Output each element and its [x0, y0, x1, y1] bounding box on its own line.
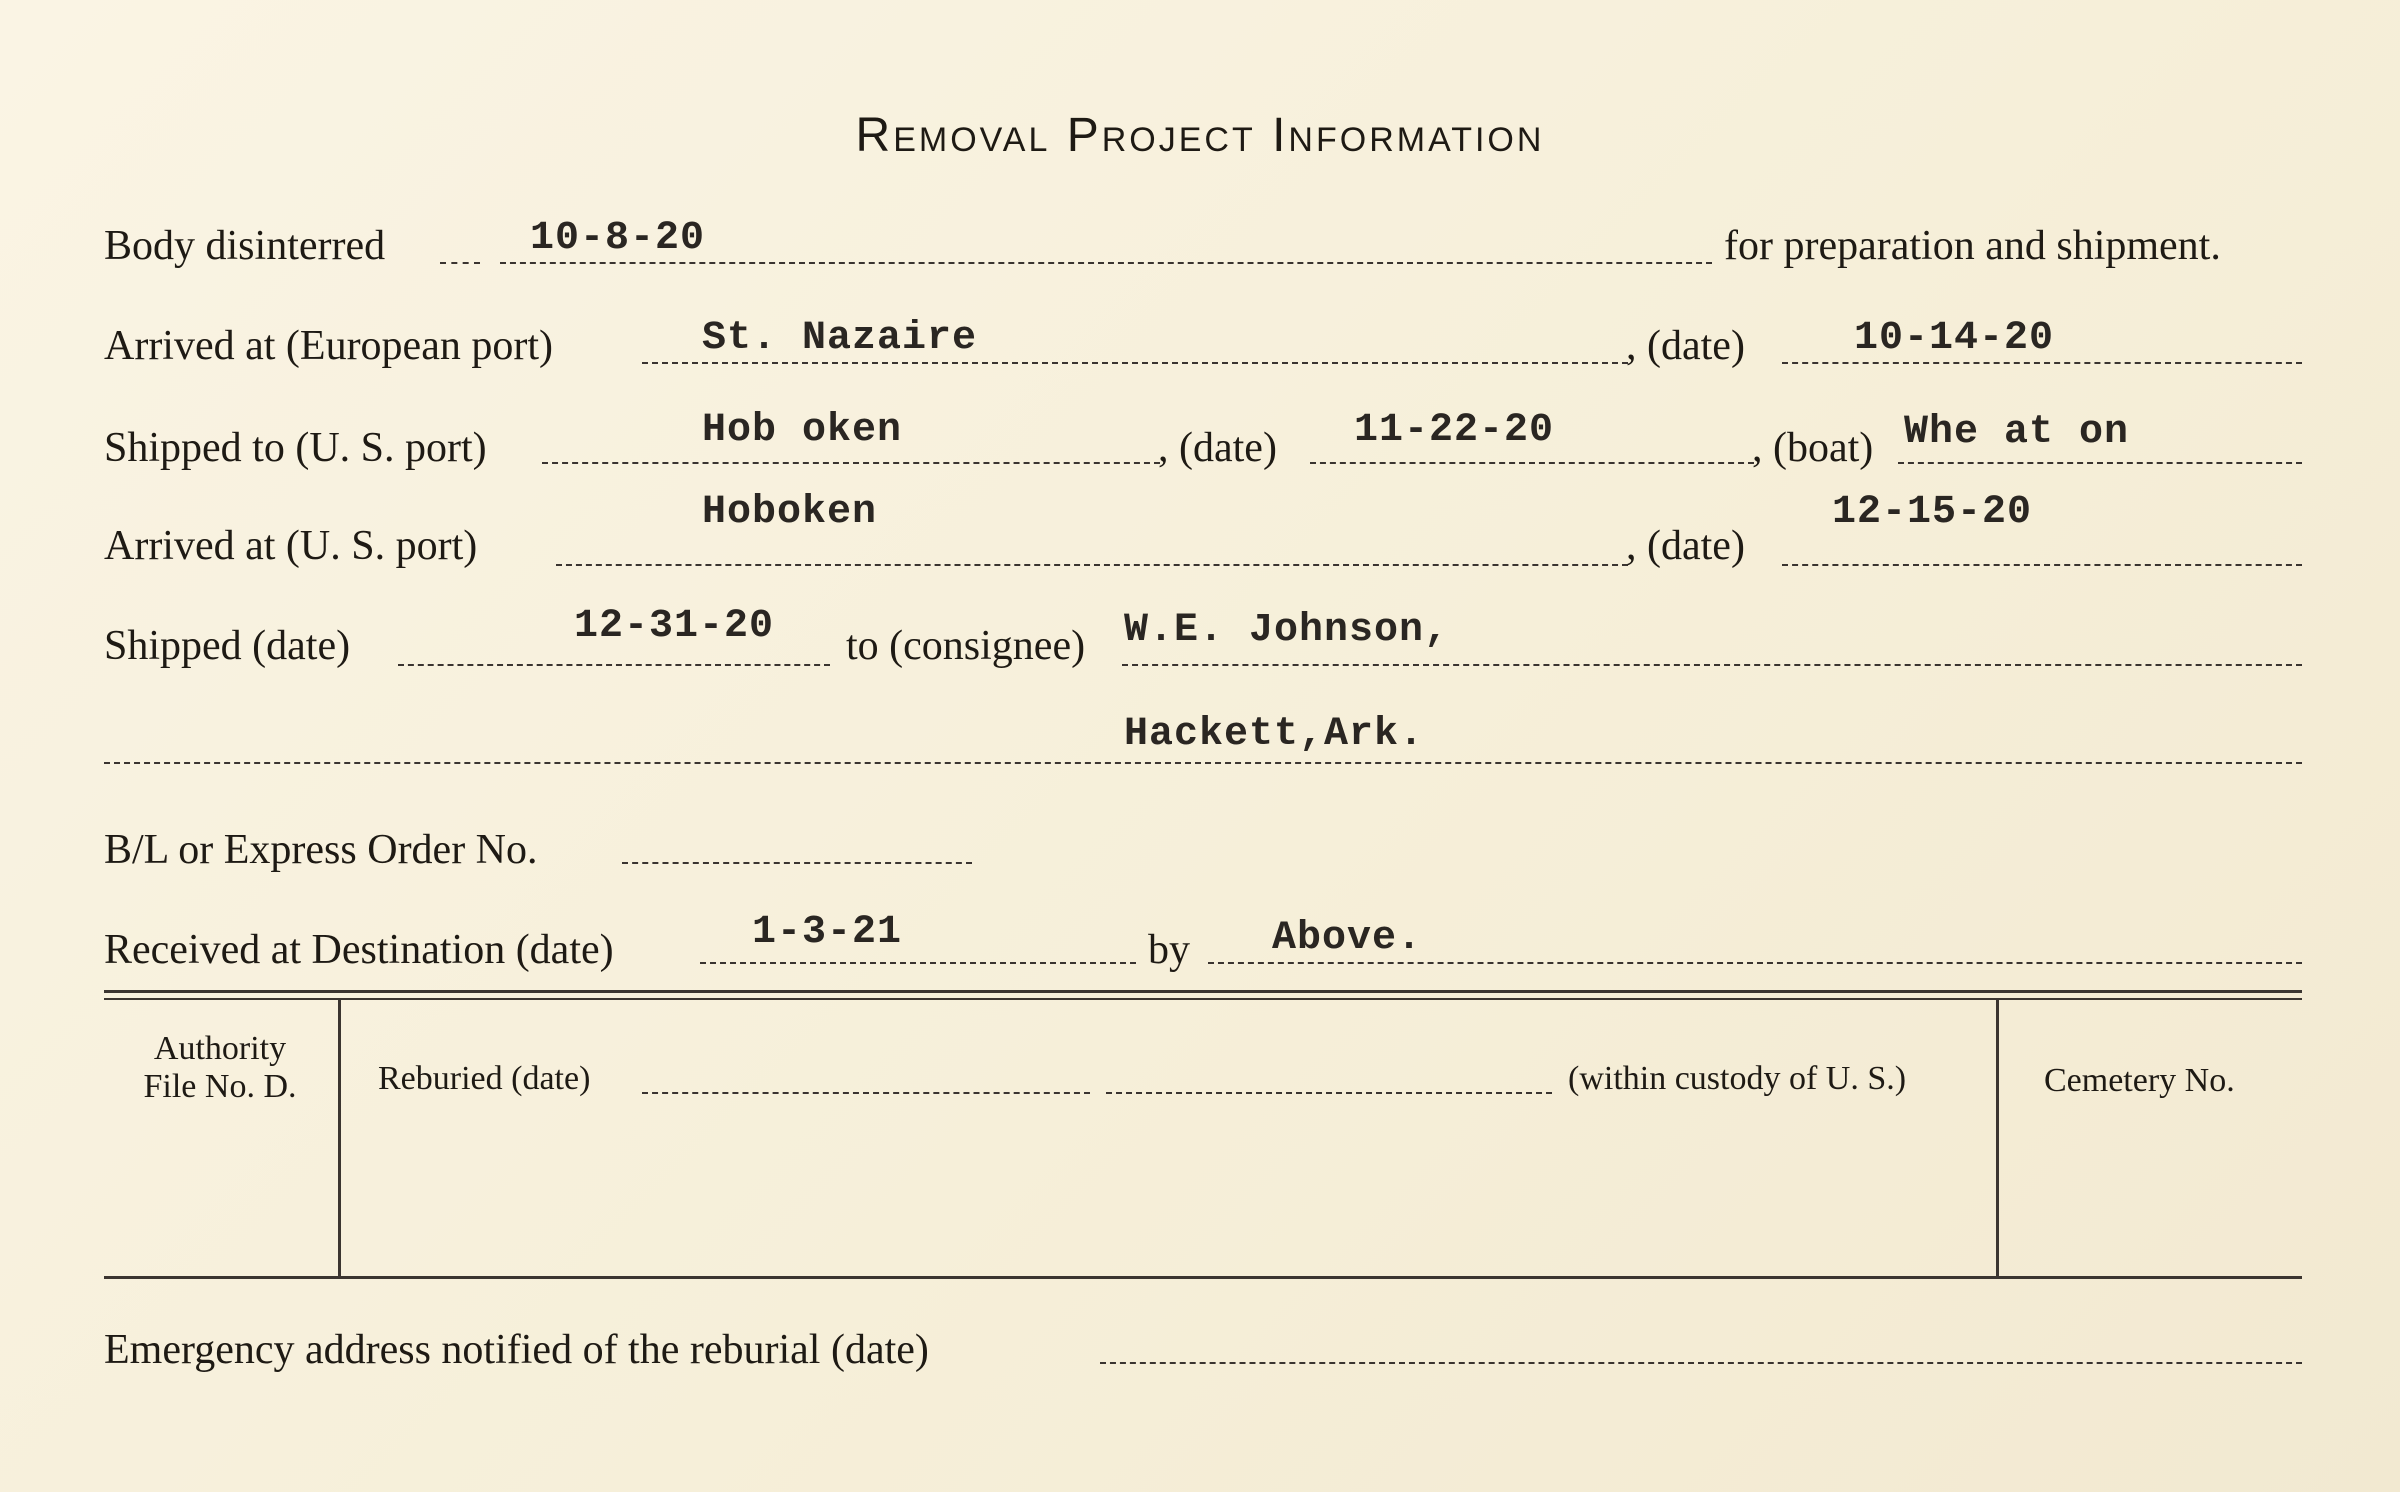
shipped-us-boat-label: , (boat)	[1752, 425, 1874, 471]
arrived-us-label: Arrived at (U. S. port)	[104, 523, 478, 569]
body-disinterred-suffix: for preparation and shipment.	[1724, 223, 2221, 269]
consignee-address-line	[104, 762, 2302, 764]
shipped-date-value: 12-31-20	[574, 604, 775, 649]
shipped-date-line	[398, 664, 830, 666]
arrived-europe-port-value: St. Nazaire	[702, 316, 978, 361]
arrived-europe-date-value: 10-14-20	[1854, 316, 2055, 361]
cemetery-no-label: Cemetery No.	[2044, 1062, 2235, 1099]
authority-label: Authority	[153, 1030, 287, 1067]
arrived-us-date-line	[1782, 564, 2302, 566]
arrived-europe-date-label: , (date)	[1626, 323, 1745, 369]
shipped-us-date-line	[1310, 462, 1754, 464]
consignee-label: to (consignee)	[846, 623, 1086, 669]
authority-file-cell	[104, 1030, 336, 1106]
shipped-us-port-value: Hob oken	[702, 408, 903, 453]
table-top-rule	[104, 990, 2302, 993]
shipped-us-port-line	[542, 462, 1160, 464]
body-disinterred-value: 10-8-20	[530, 216, 706, 261]
consignee-address-value: Hackett,Ark.	[1124, 712, 1425, 757]
arrived-europe-label: Arrived at (European port)	[104, 323, 553, 369]
reburied-label: Reburied (date)	[378, 1060, 591, 1097]
arrived-europe-port-line	[642, 362, 1628, 364]
consignee-value: W.E. Johnson,	[1124, 608, 1450, 653]
emergency-line	[1100, 1362, 2302, 1364]
shipped-us-date-label: , (date)	[1158, 425, 1277, 471]
shipped-date-label: Shipped (date)	[104, 623, 351, 669]
shipped-us-label: Shipped to (U. S. port)	[104, 425, 487, 471]
received-label: Received at Destination (date)	[104, 927, 614, 973]
reburied-line-a	[642, 1092, 1090, 1094]
custody-label: (within custody of U. S.)	[1568, 1060, 1907, 1097]
body-disinterred-line-a	[440, 262, 480, 264]
emergency-label: Emergency address notified of the reburial (date)	[104, 1327, 929, 1373]
table-divider-left	[338, 1000, 341, 1276]
table-top-rule-inner	[104, 998, 2302, 1000]
consignee-line	[1122, 664, 2302, 666]
file-no-label: File No. D.	[143, 1068, 297, 1105]
body-disinterred-label: Body disinterred	[104, 223, 386, 269]
arrived-us-date-label: , (date)	[1626, 523, 1745, 569]
received-by-value: Above.	[1272, 916, 1423, 961]
bl-order-line	[622, 862, 972, 864]
received-by-label: by	[1148, 927, 1190, 973]
bl-order-label: B/L or Express Order No.	[104, 827, 538, 873]
received-by-line	[1208, 962, 2302, 964]
table-divider-right	[1996, 1000, 1999, 1276]
body-disinterred-line	[500, 262, 1712, 264]
reburied-line-b	[1106, 1092, 1552, 1094]
arrived-us-port-line	[556, 564, 1628, 566]
arrived-europe-date-line	[1782, 362, 2302, 364]
page-title: Removal Project Information	[855, 109, 1545, 162]
table-bottom-rule	[104, 1276, 2302, 1279]
shipped-us-date-value: 11-22-20	[1354, 408, 1555, 453]
shipped-us-boat-line	[1898, 462, 2302, 464]
arrived-us-date-value: 12-15-20	[1832, 490, 2033, 535]
arrived-us-port-value: Hoboken	[702, 490, 878, 535]
received-date-value: 1-3-21	[752, 910, 903, 955]
received-date-line	[700, 962, 1136, 964]
shipped-us-boat-value: Whe at on	[1904, 410, 2130, 455]
